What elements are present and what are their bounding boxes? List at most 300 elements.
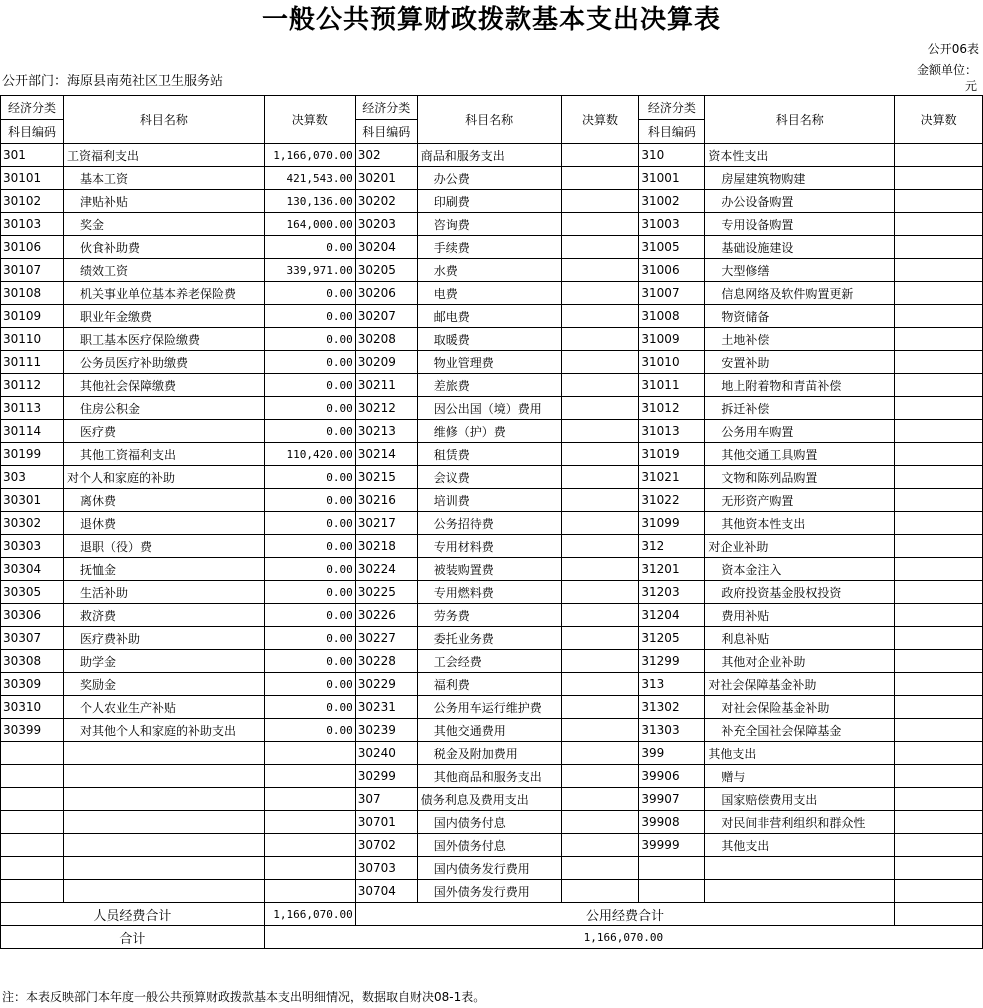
cell-amount (895, 236, 983, 259)
header-code-3: 科目编码 (639, 120, 705, 144)
expenditure-table (0, 95, 983, 949)
cell-name: 伙食补助费 (63, 236, 264, 259)
cell-amount (895, 512, 983, 535)
cell-name: 物业管理费 (417, 351, 561, 374)
cell-amount (561, 282, 639, 305)
cell-name: 办公设备购置 (705, 190, 895, 213)
cell-amount: 0.00 (264, 696, 355, 719)
cell-code: 30301 (1, 489, 64, 512)
cell-code: 31022 (639, 489, 705, 512)
cell-name: 房屋建筑物购建 (705, 167, 895, 190)
cell-amount: 0.00 (264, 397, 355, 420)
table-row (1, 259, 983, 282)
cell-amount: 0.00 (264, 627, 355, 650)
cell-amount (561, 328, 639, 351)
cell-name: 手续费 (417, 236, 561, 259)
cell-amount (895, 374, 983, 397)
cell-name: 差旅费 (417, 374, 561, 397)
page-title: 一般公共预算财政拨款基本支出决算表 (261, 5, 721, 35)
cell-name (63, 765, 264, 788)
cell-code: 31003 (639, 213, 705, 236)
cell-amount (561, 627, 639, 650)
cell-name: 离休费 (63, 489, 264, 512)
cell-name: 基本工资 (63, 167, 264, 190)
cell-name: 被装购置费 (417, 558, 561, 581)
cell-name: 奖金 (63, 213, 264, 236)
public-total-amount (895, 903, 983, 926)
cell-amount (895, 282, 983, 305)
cell-amount: 0.00 (264, 650, 355, 673)
cell-name: 办公费 (417, 167, 561, 190)
cell-code: 31302 (639, 696, 705, 719)
cell-name: 委托业务费 (417, 627, 561, 650)
table-row (1, 811, 983, 834)
cell-code: 30302 (1, 512, 64, 535)
cell-amount: 0.00 (264, 719, 355, 742)
cell-code (1, 765, 64, 788)
cell-code: 30204 (355, 236, 417, 259)
cell-name: 其他对企业补助 (705, 650, 895, 673)
cell-amount (561, 489, 639, 512)
cell-name: 信息网络及软件购置更新 (705, 282, 895, 305)
header-code-1: 科目编码 (1, 120, 64, 144)
cell-amount (895, 466, 983, 489)
cell-name: 对其他个人和家庭的补助支出 (63, 719, 264, 742)
table-row (1, 305, 983, 328)
cell-code: 30304 (1, 558, 64, 581)
cell-code: 30199 (1, 443, 64, 466)
cell-code: 30310 (1, 696, 64, 719)
cell-name: 奖励金 (63, 673, 264, 696)
cell-amount (561, 604, 639, 627)
personnel-total-amount: 1,166,070.00 (264, 903, 355, 926)
header-econ-3: 经济分类 (639, 96, 705, 120)
cell-name: 会议费 (417, 466, 561, 489)
cell-amount (895, 328, 983, 351)
table-row (1, 650, 983, 673)
cell-code: 31099 (639, 512, 705, 535)
cell-name: 税金及附加费用 (417, 742, 561, 765)
cell-amount (264, 788, 355, 811)
cell-amount (895, 811, 983, 834)
cell-amount (561, 650, 639, 673)
cell-name: 费用补贴 (705, 604, 895, 627)
cell-amount: 0.00 (264, 351, 355, 374)
cell-code: 31005 (639, 236, 705, 259)
cell-code: 30109 (1, 305, 64, 328)
header-econ-1: 经济分类 (1, 96, 64, 120)
cell-name: 对民间非营利组织和群众性 (705, 811, 895, 834)
cell-name: 退休费 (63, 512, 264, 535)
cell-name: 机关事业单位基本养老保险费 (63, 282, 264, 305)
cell-code: 31299 (639, 650, 705, 673)
header-name-2: 科目名称 (417, 96, 561, 144)
cell-amount (895, 351, 983, 374)
cell-code: 31008 (639, 305, 705, 328)
cell-code: 313 (639, 673, 705, 696)
cell-code: 30108 (1, 282, 64, 305)
cell-amount (895, 397, 983, 420)
table-row (1, 719, 983, 742)
cell-code: 30309 (1, 673, 64, 696)
cell-name: 资本金注入 (705, 558, 895, 581)
cell-amount (895, 305, 983, 328)
cell-amount (264, 742, 355, 765)
cell-name: 其他交通费用 (417, 719, 561, 742)
cell-name: 国内债务发行费用 (417, 857, 561, 880)
header-name-3: 科目名称 (705, 96, 895, 144)
cell-name: 赠与 (705, 765, 895, 788)
cell-code: 30111 (1, 351, 64, 374)
cell-code: 30225 (355, 581, 417, 604)
table-row (1, 512, 983, 535)
cell-code: 307 (355, 788, 417, 811)
cell-name: 水费 (417, 259, 561, 282)
cell-amount (561, 765, 639, 788)
cell-amount (895, 788, 983, 811)
cell-code: 39907 (639, 788, 705, 811)
cell-amount (561, 811, 639, 834)
cell-amount: 421,543.00 (264, 167, 355, 190)
cell-code: 31012 (639, 397, 705, 420)
cell-name: 工资福利支出 (63, 144, 264, 167)
cell-amount: 0.00 (264, 535, 355, 558)
cell-amount (561, 696, 639, 719)
cell-name: 文物和陈列品购置 (705, 466, 895, 489)
cell-amount: 0.00 (264, 673, 355, 696)
cell-code (1, 811, 64, 834)
cell-code (1, 788, 64, 811)
cell-name: 个人农业生产补贴 (63, 696, 264, 719)
department-label: 公开部门：海原县南苑社区卫生服务站 (2, 74, 224, 89)
public-total-label: 公用经费合计 (355, 903, 894, 926)
cell-code (1, 880, 64, 903)
cell-code: 31011 (639, 374, 705, 397)
cell-name: 商品和服务支出 (417, 144, 561, 167)
cell-amount (561, 558, 639, 581)
cell-code: 30306 (1, 604, 64, 627)
cell-name: 公务员医疗补助缴费 (63, 351, 264, 374)
cell-amount (264, 834, 355, 857)
cell-amount: 339,971.00 (264, 259, 355, 282)
cell-code: 302 (355, 144, 417, 167)
cell-code: 31203 (639, 581, 705, 604)
cell-amount (561, 213, 639, 236)
cell-amount (895, 673, 983, 696)
cell-name: 国外债务发行费用 (417, 880, 561, 903)
cell-code: 39908 (639, 811, 705, 834)
cell-amount: 0.00 (264, 558, 355, 581)
cell-name: 其他商品和服务支出 (417, 765, 561, 788)
cell-code: 30229 (355, 673, 417, 696)
cell-name: 医疗费补助 (63, 627, 264, 650)
cell-code: 30205 (355, 259, 417, 282)
cell-name: 补充全国社会保障基金 (705, 719, 895, 742)
cell-name: 助学金 (63, 650, 264, 673)
cell-name: 印刷费 (417, 190, 561, 213)
cell-code: 310 (639, 144, 705, 167)
cell-code: 30102 (1, 190, 64, 213)
table-row (1, 581, 983, 604)
cell-code: 30103 (1, 213, 64, 236)
cell-amount (895, 880, 983, 903)
table-row (1, 213, 983, 236)
header-amount-1: 决算数 (264, 96, 355, 144)
cell-name: 债务利息及费用支出 (417, 788, 561, 811)
cell-name (705, 857, 895, 880)
cell-code: 30702 (355, 834, 417, 857)
cell-amount: 0.00 (264, 282, 355, 305)
table-row (1, 627, 983, 650)
cell-amount (561, 259, 639, 282)
table-row (1, 351, 983, 374)
cell-code: 30228 (355, 650, 417, 673)
cell-code: 31009 (639, 328, 705, 351)
cell-amount: 110,420.00 (264, 443, 355, 466)
header-econ-2: 经济分类 (355, 96, 417, 120)
cell-name: 其他交通工具购置 (705, 443, 895, 466)
cell-code: 30209 (355, 351, 417, 374)
cell-code: 301 (1, 144, 64, 167)
cell-amount (895, 443, 983, 466)
cell-name (63, 834, 264, 857)
cell-amount (561, 535, 639, 558)
cell-name: 福利费 (417, 673, 561, 696)
cell-amount (561, 512, 639, 535)
cell-amount (561, 351, 639, 374)
table-row (1, 466, 983, 489)
cell-name: 安置补助 (705, 351, 895, 374)
cell-amount: 130,136.00 (264, 190, 355, 213)
cell-name: 其他支出 (705, 834, 895, 857)
cell-code: 30214 (355, 443, 417, 466)
table-row (1, 167, 983, 190)
cell-amount (561, 236, 639, 259)
cell-amount: 0.00 (264, 420, 355, 443)
cell-name: 医疗费 (63, 420, 264, 443)
cell-code: 30224 (355, 558, 417, 581)
table-row (1, 190, 983, 213)
cell-name: 国家赔偿费用支出 (705, 788, 895, 811)
cell-amount (895, 259, 983, 282)
cell-name: 因公出国（境）费用 (417, 397, 561, 420)
grand-total-amount: 1,166,070.00 (264, 926, 982, 949)
cell-amount (264, 880, 355, 903)
cell-name: 专用材料费 (417, 535, 561, 558)
table-row (1, 443, 983, 466)
cell-amount: 0.00 (264, 236, 355, 259)
cell-amount (561, 581, 639, 604)
table-row (1, 857, 983, 880)
cell-name: 工会经费 (417, 650, 561, 673)
cell-amount (895, 765, 983, 788)
cell-amount (561, 397, 639, 420)
header-code-2: 科目编码 (355, 120, 417, 144)
cell-amount (561, 167, 639, 190)
cell-code: 30107 (1, 259, 64, 282)
header-row-1 (1, 96, 983, 120)
cell-name: 邮电费 (417, 305, 561, 328)
cell-amount (561, 374, 639, 397)
cell-name (63, 811, 264, 834)
cell-name: 租赁费 (417, 443, 561, 466)
table-row (1, 604, 983, 627)
cell-code: 31303 (639, 719, 705, 742)
cell-name (63, 857, 264, 880)
cell-code: 31010 (639, 351, 705, 374)
cell-code: 30227 (355, 627, 417, 650)
cell-code: 30203 (355, 213, 417, 236)
cell-amount: 0.00 (264, 512, 355, 535)
cell-name: 资本性支出 (705, 144, 895, 167)
cell-amount: 0.00 (264, 489, 355, 512)
cell-code: 30231 (355, 696, 417, 719)
cell-code: 303 (1, 466, 64, 489)
cell-name: 其他资本性支出 (705, 512, 895, 535)
cell-amount (561, 788, 639, 811)
cell-name: 政府投资基金股权投资 (705, 581, 895, 604)
cell-code (1, 857, 64, 880)
cell-code (1, 742, 64, 765)
cell-amount (561, 443, 639, 466)
cell-amount (561, 466, 639, 489)
cell-name: 基础设施建设 (705, 236, 895, 259)
cell-name: 其他工资福利支出 (63, 443, 264, 466)
cell-name: 对社会保险基金补助 (705, 696, 895, 719)
cell-code (1, 834, 64, 857)
cell-amount (895, 857, 983, 880)
cell-code: 30211 (355, 374, 417, 397)
amount-unit-text: 金额单位：元 (916, 63, 977, 93)
cell-amount: 1,166,070.00 (264, 144, 355, 167)
cell-code: 30307 (1, 627, 64, 650)
cell-code: 30239 (355, 719, 417, 742)
cell-name (63, 742, 264, 765)
cell-code: 30240 (355, 742, 417, 765)
cell-code: 30217 (355, 512, 417, 535)
cell-amount (895, 190, 983, 213)
cell-code: 30703 (355, 857, 417, 880)
cell-amount (895, 420, 983, 443)
table-row (1, 558, 983, 581)
cell-amount (561, 190, 639, 213)
cell-amount: 0.00 (264, 466, 355, 489)
cell-amount (895, 696, 983, 719)
grand-total-label: 合计 (1, 926, 265, 949)
cell-code: 30101 (1, 167, 64, 190)
table-row (1, 328, 983, 351)
cell-code: 30216 (355, 489, 417, 512)
table-row (1, 282, 983, 305)
header-name-1: 科目名称 (63, 96, 264, 144)
cell-amount (561, 673, 639, 696)
cell-amount (895, 144, 983, 167)
cell-name: 其他支出 (705, 742, 895, 765)
cell-code (639, 857, 705, 880)
grand-total-row (1, 926, 983, 949)
header-amount-3: 决算数 (895, 96, 983, 144)
table-row (1, 144, 983, 167)
cell-code: 39906 (639, 765, 705, 788)
table-row (1, 374, 983, 397)
cell-code: 30303 (1, 535, 64, 558)
table-row (1, 673, 983, 696)
cell-name: 土地补偿 (705, 328, 895, 351)
table-row (1, 788, 983, 811)
cell-code: 31007 (639, 282, 705, 305)
table-row (1, 834, 983, 857)
cell-name: 抚恤金 (63, 558, 264, 581)
table-row (1, 397, 983, 420)
cell-code: 30113 (1, 397, 64, 420)
cell-name (63, 880, 264, 903)
cell-code: 30106 (1, 236, 64, 259)
cell-name: 地上附着物和青苗补偿 (705, 374, 895, 397)
cell-code: 30226 (355, 604, 417, 627)
cell-name (63, 788, 264, 811)
cell-code: 31001 (639, 167, 705, 190)
cell-name: 救济费 (63, 604, 264, 627)
cell-amount (561, 420, 639, 443)
cell-name: 津贴补贴 (63, 190, 264, 213)
cell-code: 312 (639, 535, 705, 558)
cell-code: 30212 (355, 397, 417, 420)
cell-code: 30206 (355, 282, 417, 305)
cell-name: 专用燃料费 (417, 581, 561, 604)
cell-code: 31019 (639, 443, 705, 466)
cell-amount: 0.00 (264, 604, 355, 627)
cell-name: 退职（役）费 (63, 535, 264, 558)
cell-name: 住房公积金 (63, 397, 264, 420)
cell-code: 30308 (1, 650, 64, 673)
cell-code: 30110 (1, 328, 64, 351)
cell-amount (561, 880, 639, 903)
cell-code: 31021 (639, 466, 705, 489)
cell-name: 维修（护）费 (417, 420, 561, 443)
cell-name (705, 880, 895, 903)
table-row (1, 742, 983, 765)
cell-code: 30215 (355, 466, 417, 489)
cell-name: 拆迁补偿 (705, 397, 895, 420)
cell-name: 对个人和家庭的补助 (63, 466, 264, 489)
cell-amount: 0.00 (264, 374, 355, 397)
table-row (1, 880, 983, 903)
cell-name: 国内债务付息 (417, 811, 561, 834)
cell-amount (561, 742, 639, 765)
personnel-total-label: 人员经费合计 (1, 903, 265, 926)
cell-name: 对社会保障基金补助 (705, 673, 895, 696)
cell-code: 30704 (355, 880, 417, 903)
cell-code: 30213 (355, 420, 417, 443)
cell-name: 培训费 (417, 489, 561, 512)
table-row (1, 535, 983, 558)
cell-amount (895, 604, 983, 627)
cell-code: 39999 (639, 834, 705, 857)
cell-name: 绩效工资 (63, 259, 264, 282)
table-row (1, 765, 983, 788)
cell-name: 国外债务付息 (417, 834, 561, 857)
header-amount-2: 决算数 (561, 96, 639, 144)
table-row (1, 236, 983, 259)
cell-name: 职业年金缴费 (63, 305, 264, 328)
cell-code: 30218 (355, 535, 417, 558)
cell-code: 30114 (1, 420, 64, 443)
cell-amount (895, 535, 983, 558)
footnote: 注：本表反映部门本年度一般公共预算财政拨款基本支出明细情况，数据取自财决08-1表。 (2, 990, 486, 1004)
cell-amount: 0.00 (264, 328, 355, 351)
cell-name: 取暖费 (417, 328, 561, 351)
cell-name: 对企业补助 (705, 535, 895, 558)
